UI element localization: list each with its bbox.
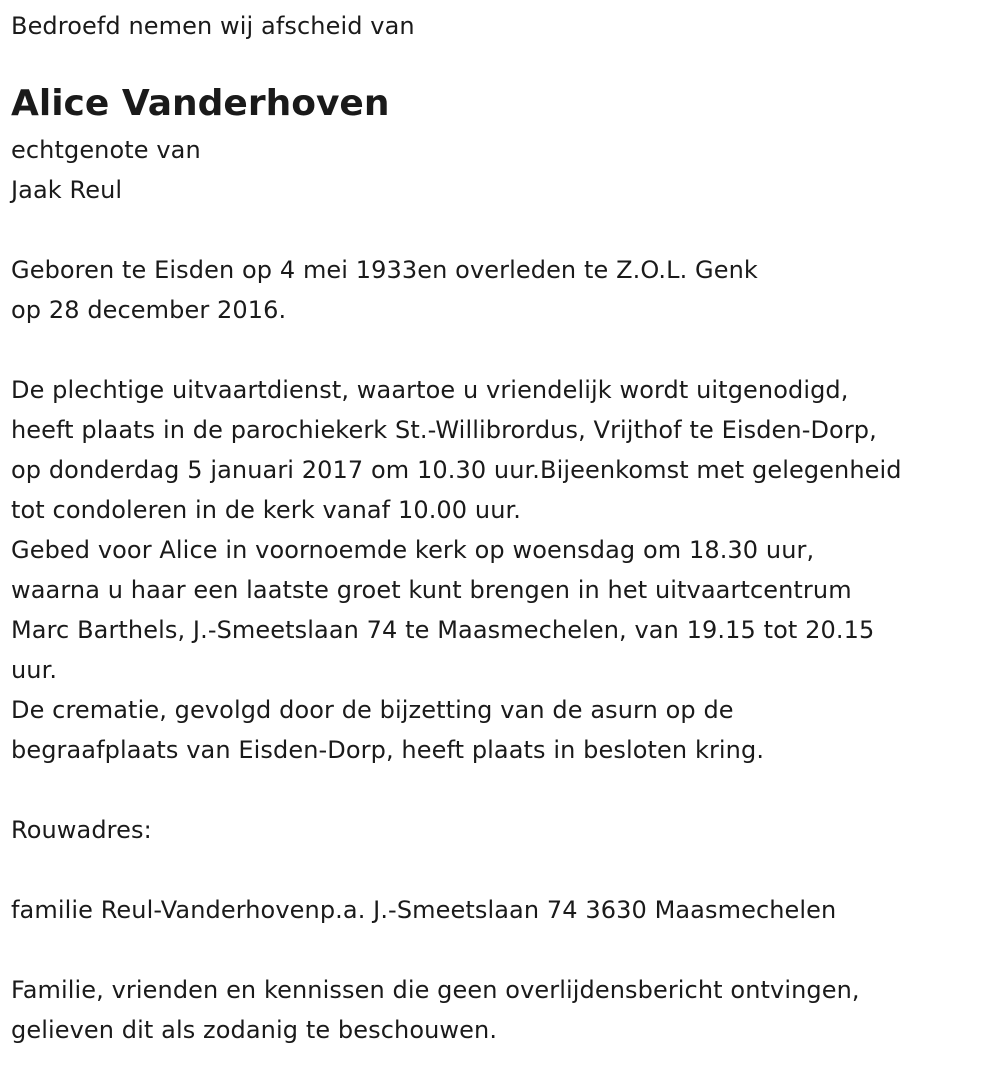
birth-death-paragraph [11,250,991,330]
spacer [11,330,991,370]
spouse-label: echtgenote van [11,136,201,164]
paragraph-line: waarna u haar een laatste groet kunt brengen in het uitvaartcentrum [11,576,852,604]
deceased-name: Alice Vanderhoven [11,83,390,124]
spacer [11,930,991,970]
paragraph-line: begraafplaats van Eisden-Dorp, heeft plaats in besloten kring. [11,736,765,764]
paragraph-line: uur. [11,656,58,684]
paragraph-line: gelieven dit als zodanig te beschouwen. [11,1016,498,1044]
paragraph-line: Marc Barthels, J.-Smeetslaan 74 te Maasmechelen, van 19.15 tot 20.15 [11,616,875,644]
spouse-name: Jaak Reul [11,176,123,204]
paragraph-line: heeft plaats in de parochiekerk St.-Willibrordus, Vrijthof te Eisden-Dorp, [11,416,877,444]
ceremony-paragraph [11,370,991,770]
paragraph-line: op 28 december 2016. [11,296,287,324]
spacer [11,210,991,250]
address-label: Rouwadres: [11,816,152,844]
paragraph-line: Familie, vrienden en kennissen die geen overlijdensbericht ontvingen, [11,976,860,1004]
paragraph-line: De plechtige uitvaartdienst, waartoe u vriendelijk wordt uitgenodigd, [11,376,849,404]
closing-paragraph [11,970,991,1050]
paragraph-line: Geboren te Eisden op 4 mei 1933en overleden te Z.O.L. Genk [11,256,758,284]
paragraph-line: De crematie, gevolgd door de bijzetting van de asurn op de [11,696,734,724]
paragraph-line: Gebed voor Alice in voornoemde kerk op woensdag om 18.30 uur, [11,536,815,564]
paragraph-line: tot condoleren in de kerk vanaf 10.00 uur. [11,496,522,524]
spacer [11,850,991,890]
mourning-address: familie Reul-Vanderhovenp.a. J.-Smeetslaan 74 3630 Maasmechelen [11,896,837,924]
obituary-notice [11,6,991,1050]
spacer [11,770,991,810]
paragraph-line: op donderdag 5 januari 2017 om 10.30 uur.Bijeenkomst met gelegenheid [11,456,902,484]
intro-text: Bedroefd nemen wij afscheid van [11,12,415,40]
